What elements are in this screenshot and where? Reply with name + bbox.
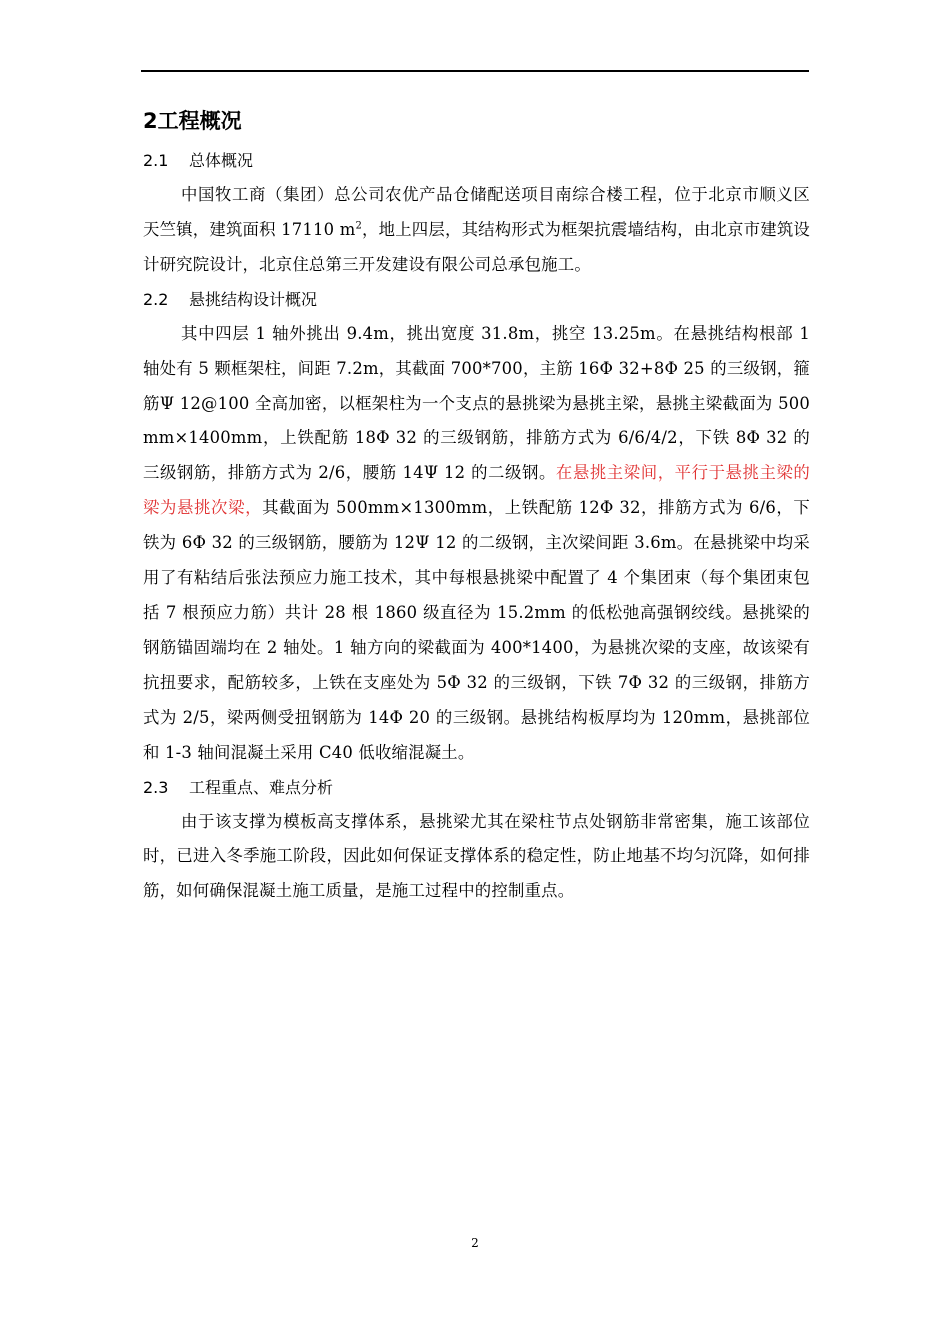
superscript-unit: 2 (355, 220, 363, 232)
section-heading-2-2 (143, 283, 810, 317)
section-title: 总体概况 (189, 151, 254, 170)
header-rule (141, 70, 809, 72)
paragraph-cantilever-design (143, 317, 810, 771)
paragraph-key-points (143, 805, 810, 910)
section-number: 2.1 (143, 151, 169, 170)
section-heading-2-3 (143, 771, 810, 805)
paragraph-text: 其中四层 1 轴外挑出 9.4m，挑出宽度 31.8m，挑空 13.25m。在悬挑结构根部 1 轴处有 5 颗框架柱，间距 7.2m，其截面 700*700，主筋 16Φ 32+8Φ 25 的三级钢，箍筋Ψ 12@100 全高加密，以框架柱为一个支点的悬挑梁为悬挑主梁，悬挑主梁截面为 500mm×1400mm，上铁配筋 18Φ 32 的三级钢筋，排筋方式为 6/6/4/2，下铁 8Φ 32 的三级钢筋，排筋方式为 2/6，腰筋 14Ψ 12 的二级钢。 (143, 323, 810, 483)
document-body (143, 104, 810, 909)
paragraph-text: 由于该支撑为模板高支撑体系，悬挑梁尤其在梁柱节点处钢筋非常密集，施工该部位时，已进入冬季施工阶段，因此如何保证支撑体系的稳定性，防止地基不均匀沉降，如何排筋，如何确保混凝土施工质量，是施工过程中的控制重点。 (143, 811, 810, 901)
paragraph-text: 其截面为 500mm×1300mm，上铁配筋 12Φ 32，排筋方式为 6/6，下铁为 6Φ 32 的三级钢筋，腰筋为 12Ψ 12 的二级钢，主次梁间距 3.6m。在悬挑梁中均采用了有粘结后张法预应力施工技术，其中每根悬挑梁中配置了 4 个集团束（每个集团束包括 7 根预应力筋）共计 28 根 1860 级直径为 15.2mm 的低松弛高强钢绞线。悬挑梁的钢筋锚固端均在 2 轴处。1 轴方向的梁截面为 400*1400，为悬挑次梁的支座，故该梁有抗扭要求，配筋较多，上铁在支座处为 5Φ 32 的三级钢，下铁 7Φ 32 的三级钢，排筋方式为 2/5，梁两侧受扭钢筋为 14Φ 20 的三级钢。悬挑结构板厚均为 120mm，悬挑部位和 1-3 轴间混凝土采用 C40 低收缩混凝土。 (143, 498, 810, 762)
paragraph-text: 中国牧工商（集团）总公司农优产品仓储配送项目南综合楼工程，位于北京市顺义区天竺镇，建筑面积 17110 m (143, 185, 810, 239)
paragraph-text: ，地上四层，其结构形式为框架抗震墙结构，由北京市建筑设计研究院设计，北京住总第三开发建设有限公司总承包施工。 (143, 219, 810, 274)
chapter-title: 2工程概况 (143, 109, 242, 133)
section-title: 工程重点、难点分析 (189, 777, 334, 797)
page-number: 2 (471, 1236, 479, 1250)
highlighted-text: 在悬挑主梁间，平行于悬挑主梁的梁为悬挑次梁， (143, 463, 811, 518)
section-number: 2.3 (143, 777, 169, 797)
section-heading-2-1 (143, 144, 810, 178)
paragraph-overview (143, 178, 810, 283)
section-title: 悬挑结构设计概况 (189, 289, 318, 309)
section-number: 2.2 (143, 289, 169, 309)
